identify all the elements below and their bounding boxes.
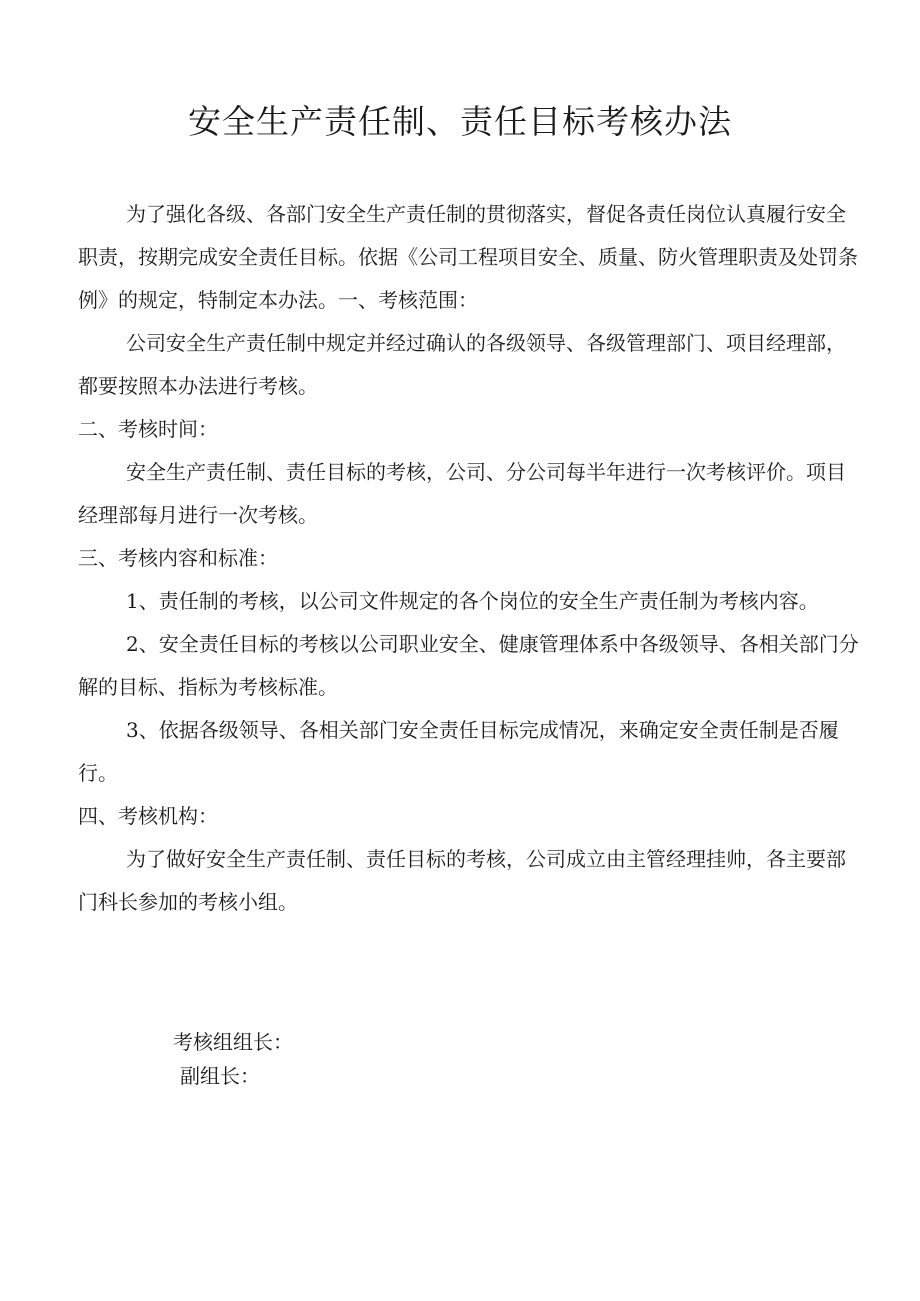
paragraph-content-2: 2、安全责任目标的考核以公司职业安全、健康管理体系中各级领导、各相关部门分解的目标、指标为考核标准。 (78, 632, 859, 699)
paragraph-scope: 公司安全生产责任制中规定并经过确认的各级领导、各级管理部门、项目经理部，都要按照本办法进行考核。 (78, 331, 846, 398)
roster-deputy-label: 副组长： (180, 1064, 260, 1088)
document-title: 安全生产责任制、责任目标考核办法 (188, 102, 732, 141)
paragraph-content-3: 3、依据各级领导、各相关部门安全责任目标完成情况，来确定安全责任制是否履行。 (78, 718, 839, 785)
section-heading-time: 二、考核时间： (78, 417, 218, 441)
paragraph-org: 为了做好安全生产责任制、责任目标的考核，公司成立由主管经理挂帅，各主要部门科长参加的考核小组。 (78, 847, 846, 914)
roster-leader-label: 考核组组长： (173, 1030, 293, 1054)
paragraph-time: 安全生产责任制、责任目标的考核，公司、分公司每半年进行一次考核评价。项目经理部每月进行一次考核。 (78, 460, 846, 527)
paragraph-intro: 为了强化各级、各部门安全生产责任制的贯彻落实，督促各责任岗位认真履行安全职责，按期完成安全责任目标。依据《公司工程项目安全、质量、防火管理职责及处罚条例》的规定，特制定本办法。一、考核范围： (78, 202, 858, 312)
section-heading-org: 四、考核机构： (78, 804, 218, 828)
roster (173, 1025, 293, 1093)
document-body (78, 193, 860, 924)
section-heading-content: 三、考核内容和标准： (78, 546, 278, 570)
paragraph-content-1: 1、责任制的考核，以公司文件规定的各个岗位的安全生产责任制为考核内容。 (126, 589, 819, 613)
